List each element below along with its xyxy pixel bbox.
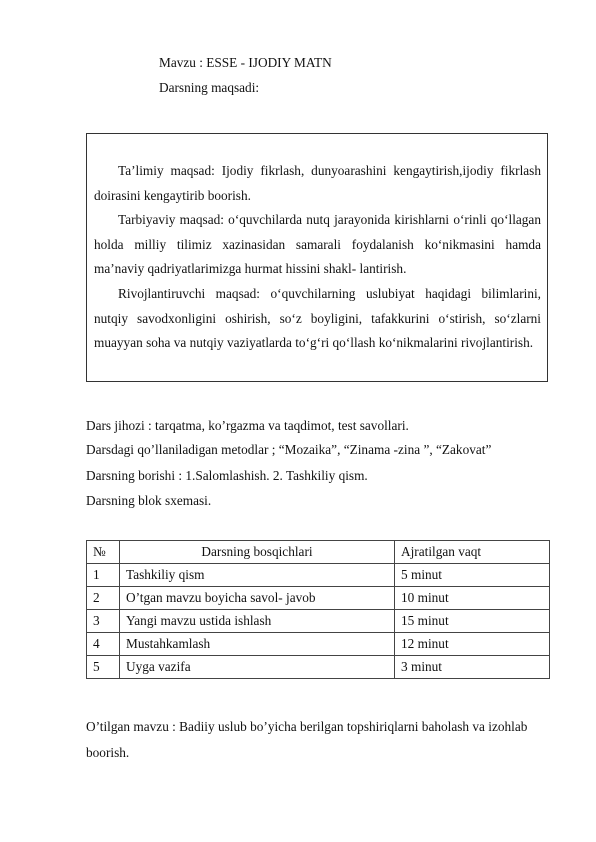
row-number: 1 <box>87 564 120 587</box>
row-number: 5 <box>87 656 120 679</box>
row-number: 2 <box>87 587 120 610</box>
header-time: Ajratilgan vaqt <box>395 541 550 564</box>
lesson-topic: Mavzu : ESSE - IJODIY MATN <box>159 55 332 70</box>
row-time: 5 minut <box>395 564 550 587</box>
row-time: 3 minut <box>395 656 550 679</box>
table-row <box>87 564 550 587</box>
row-stage: Mustahkamlash <box>120 633 395 656</box>
lesson-progress: Darsning borishi : 1.Salomlashish. 2. Tashkiliy qism. <box>86 468 368 483</box>
header-number: № <box>87 541 120 564</box>
table-header-row <box>87 541 550 564</box>
row-time: 15 minut <box>395 610 550 633</box>
lesson-stages-table <box>86 540 550 679</box>
row-stage: Uyga vazifa <box>120 656 395 679</box>
row-stage: O’tgan mavzu boyicha savol- javob <box>120 587 395 610</box>
header-stage: Darsning bosqichlari <box>120 541 395 564</box>
lesson-goal-heading: Darsning maqsadi: <box>159 80 260 95</box>
row-number: 3 <box>87 610 120 633</box>
table-row <box>87 587 550 610</box>
lesson-equipment: Dars jihozi : tarqatma, ko’rgazma va taqdimot, test savollari. <box>86 418 409 433</box>
upbringing-goal: Tarbiyaviy maqsad: o‘quvchilarda nutq jarayonida kirishlarni o‘rinli qo‘llagan holda milliy tilimiz xazinasidan samarali foydalanish ko‘nikmasini hamda ma’naviy qadriyatlarimizga hurmat hissini shakl- lantirish. <box>94 212 541 276</box>
educational-goal: Ta’limiy maqsad: Ijodiy fikrlash, dunyoarashini kengaytirish,ijodiy fikrlash doirasini kengaytirib boorish. <box>94 163 541 203</box>
table-row <box>87 633 550 656</box>
row-time: 10 minut <box>395 587 550 610</box>
row-time: 12 minut <box>395 633 550 656</box>
previous-topic: O’tilgan mavzu : Badiiy uslub bo’yicha berilgan topshiriqlarni baholash va izohlab boorish. <box>86 719 528 760</box>
row-number: 4 <box>87 633 120 656</box>
block-scheme-heading: Darsning blok sxemasi. <box>86 493 212 508</box>
row-stage: Tashkiliy qism <box>120 564 395 587</box>
lesson-goals-box <box>86 133 548 382</box>
table-row <box>87 656 550 679</box>
row-stage: Yangi mavzu ustida ishlash <box>120 610 395 633</box>
developmental-goal: Rivojlantiruvchi maqsad: o‘quvchilarning uslubiyat haqidagi bilimlarini, nutqiy savodxonligini oshirish, so‘z boyligini, tafakkurini o‘stirish, so‘zlarni muayyan soha va nutqiy vaziyatlarda to‘g‘ri qo‘llash ko‘nikmalarini rivojlantirish. <box>94 286 541 350</box>
table-row <box>87 610 550 633</box>
lesson-methods: Darsdagi qo’llaniladigan metodlar ; “Mozaika”, “Zinama -zina ”, “Zakovat” <box>86 442 492 457</box>
